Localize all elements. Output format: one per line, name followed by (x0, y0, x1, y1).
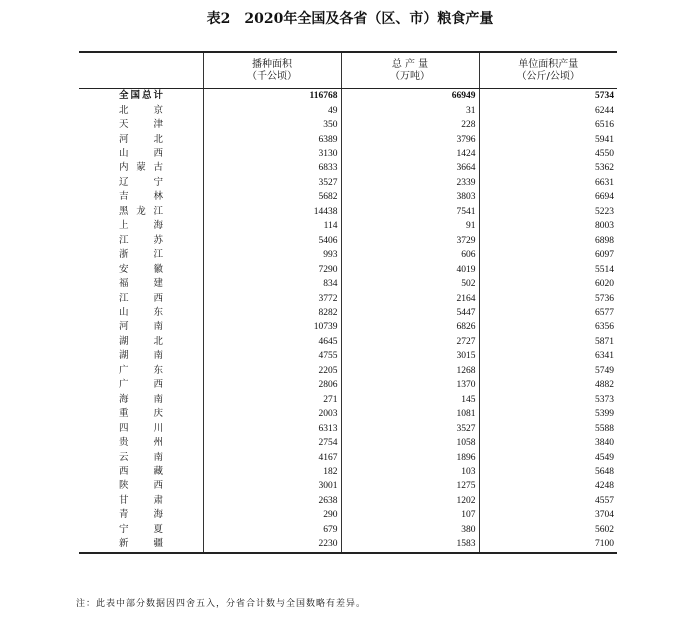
total-output-cell: 1058 (341, 436, 479, 450)
table-row (79, 335, 617, 349)
region-name: 新疆 (119, 538, 163, 550)
table-row (79, 393, 617, 407)
sown-area-cell: 4645 (203, 335, 341, 349)
region-name: 安徽 (119, 263, 163, 275)
total-output-cell: 3664 (341, 161, 479, 175)
table-row (79, 450, 617, 464)
total-output-cell: 3527 (341, 421, 479, 435)
table-footnote: 注：此表中部分数据因四舍五入，分省合计数与全国数略有差异。 (76, 599, 367, 609)
table-row-total (79, 89, 617, 104)
table-row (79, 291, 617, 305)
table-row (79, 176, 617, 190)
table-row (79, 234, 617, 248)
yield-cell: 5648 (479, 465, 617, 479)
table-row (79, 262, 617, 276)
sown-area-cell: 14438 (203, 205, 341, 219)
region-name: 贵州 (119, 437, 163, 449)
table-row (79, 161, 617, 175)
sown-area-cell: 8282 (203, 306, 341, 320)
total-output-cell: 3796 (341, 132, 479, 146)
yield-cell: 3704 (479, 508, 617, 522)
sown-area-cell: 6833 (203, 161, 341, 175)
sown-area-cell: 49 (203, 103, 341, 117)
total-output-cell: 145 (341, 393, 479, 407)
region-cell (79, 219, 203, 233)
yield-cell: 6577 (479, 306, 617, 320)
region-cell (79, 364, 203, 378)
yield-cell: 6097 (479, 248, 617, 262)
table-row (79, 277, 617, 291)
total-output-cell: 107 (341, 508, 479, 522)
total-output-cell: 1275 (341, 479, 479, 493)
region-name: 北京 (119, 104, 163, 116)
header-total-output: 总 产 量 （万吨） (341, 52, 479, 89)
total-output-cell: 6826 (341, 320, 479, 334)
region-name: 广西 (119, 379, 163, 391)
region-cell (79, 205, 203, 219)
yield-cell: 5514 (479, 262, 617, 276)
total-output-cell: 91 (341, 219, 479, 233)
header-yield-per-unit: 单位面积产量 （公斤/公顷） (479, 52, 617, 89)
region-cell (79, 494, 203, 508)
sown-area-cell: 679 (203, 523, 341, 537)
sown-area-cell: 3001 (203, 479, 341, 493)
table-row (79, 190, 617, 204)
yield-cell: 8003 (479, 219, 617, 233)
yield-cell: 6631 (479, 176, 617, 190)
total-output-cell: 103 (341, 465, 479, 479)
region-cell (79, 465, 203, 479)
yield-cell: 7100 (479, 537, 617, 552)
region-name: 天津 (119, 119, 163, 131)
yield-cell: 4549 (479, 450, 617, 464)
sown-area-cell: 4167 (203, 450, 341, 464)
sown-area-cell: 5682 (203, 190, 341, 204)
total-output-cell: 2164 (341, 291, 479, 305)
region-cell (79, 508, 203, 522)
yield-cell: 5871 (479, 335, 617, 349)
yield-cell: 6244 (479, 103, 617, 117)
total-output-cell: 1202 (341, 494, 479, 508)
yield-cell: 4248 (479, 479, 617, 493)
sown-area-cell: 834 (203, 277, 341, 291)
table-row (79, 465, 617, 479)
sown-area-cell: 350 (203, 118, 341, 132)
table-row (79, 205, 617, 219)
yield-cell: 6020 (479, 277, 617, 291)
table-title-text: 2020年全国及各省（区、市）粮食产量 (244, 11, 494, 27)
sown-area-cell: 3527 (203, 176, 341, 190)
table-row (79, 364, 617, 378)
region-name: 湖北 (119, 335, 163, 347)
sown-area-cell: 116768 (203, 89, 341, 104)
total-output-cell: 31 (341, 103, 479, 117)
yield-cell: 5373 (479, 393, 617, 407)
yield-cell: 5399 (479, 407, 617, 421)
region-cell (79, 262, 203, 276)
region-name: 陕西 (119, 480, 163, 492)
table-row (79, 306, 617, 320)
yield-cell: 6898 (479, 234, 617, 248)
table-row (79, 248, 617, 262)
region-name: 四川 (119, 422, 163, 434)
total-output-cell: 1583 (341, 537, 479, 552)
total-output-cell: 7541 (341, 205, 479, 219)
region-cell (79, 450, 203, 464)
total-output-cell: 3015 (341, 349, 479, 363)
total-output-cell: 1424 (341, 147, 479, 161)
region-cell (79, 176, 203, 190)
region-cell (79, 349, 203, 363)
table-row (79, 508, 617, 522)
sown-area-cell: 2754 (203, 436, 341, 450)
yield-cell: 5736 (479, 291, 617, 305)
sown-area-cell: 2230 (203, 537, 341, 552)
yield-cell: 4550 (479, 147, 617, 161)
region-name: 江西 (119, 292, 163, 304)
yield-cell: 4882 (479, 378, 617, 392)
grain-output-table (79, 51, 617, 554)
table-header (79, 52, 617, 89)
yield-cell: 5941 (479, 132, 617, 146)
table-row (79, 219, 617, 233)
yield-cell: 6516 (479, 118, 617, 132)
total-output-cell: 2339 (341, 176, 479, 190)
total-output-cell: 380 (341, 523, 479, 537)
region-cell (79, 537, 203, 552)
region-name: 青海 (119, 509, 163, 521)
region-cell (79, 234, 203, 248)
table-row (79, 436, 617, 450)
sown-area-cell: 290 (203, 508, 341, 522)
sown-area-cell: 2205 (203, 364, 341, 378)
region-cell (79, 248, 203, 262)
region-cell (79, 421, 203, 435)
region-cell (79, 335, 203, 349)
table-row (79, 349, 617, 363)
table-row (79, 494, 617, 508)
sown-area-cell: 4755 (203, 349, 341, 363)
table-row (79, 523, 617, 537)
yield-cell: 5749 (479, 364, 617, 378)
total-output-cell: 2727 (341, 335, 479, 349)
table-row (79, 479, 617, 493)
table-row (79, 320, 617, 334)
yield-cell: 6694 (479, 190, 617, 204)
total-output-cell: 4019 (341, 262, 479, 276)
yield-cell: 5734 (479, 89, 617, 104)
table-row (79, 421, 617, 435)
region-cell (79, 407, 203, 421)
yield-cell: 5223 (479, 205, 617, 219)
region-cell (79, 277, 203, 291)
sown-area-cell: 2638 (203, 494, 341, 508)
region-cell (79, 320, 203, 334)
total-output-cell: 228 (341, 118, 479, 132)
region-name: 海南 (119, 393, 163, 405)
yield-cell: 6356 (479, 320, 617, 334)
table-row (79, 103, 617, 117)
region-name: 浙江 (119, 249, 163, 261)
sown-area-cell: 3772 (203, 291, 341, 305)
yield-cell: 4557 (479, 494, 617, 508)
table-row (79, 118, 617, 132)
region-name: 山东 (119, 307, 163, 319)
header-sown-area: 播种面积 （千公顷） (203, 52, 341, 89)
sown-area-cell: 3130 (203, 147, 341, 161)
region-name: 云南 (119, 451, 163, 463)
yield-cell: 5602 (479, 523, 617, 537)
total-output-cell: 66949 (341, 89, 479, 104)
total-output-cell: 1268 (341, 364, 479, 378)
table-row (79, 537, 617, 552)
yield-cell: 3840 (479, 436, 617, 450)
region-name: 福建 (119, 278, 163, 290)
table-body (79, 89, 617, 553)
yield-cell: 6341 (479, 349, 617, 363)
region-cell (79, 118, 203, 132)
region-name: 江苏 (119, 234, 163, 246)
yield-cell: 5588 (479, 421, 617, 435)
total-output-cell: 606 (341, 248, 479, 262)
header-region (79, 52, 203, 89)
yield-cell: 5362 (479, 161, 617, 175)
table-number: 表2 (206, 11, 231, 27)
region-cell (79, 132, 203, 146)
sown-area-cell: 182 (203, 465, 341, 479)
region-cell (79, 479, 203, 493)
sown-area-cell: 2003 (203, 407, 341, 421)
region-name: 上海 (119, 220, 163, 232)
region-name: 山西 (119, 148, 163, 160)
region-cell (79, 147, 203, 161)
region-name: 宁夏 (119, 523, 163, 535)
region-cell (79, 523, 203, 537)
total-output-cell: 3803 (341, 190, 479, 204)
table-row (79, 132, 617, 146)
region-name: 西藏 (119, 466, 163, 477)
region-name: 河北 (119, 133, 163, 145)
region-cell (79, 190, 203, 204)
region-cell (79, 161, 203, 175)
region-name: 河南 (119, 321, 163, 333)
region-name: 广东 (119, 364, 163, 376)
table-row (79, 378, 617, 392)
region-name: 黑龙江 (119, 205, 163, 217)
region-name: 甘肃 (119, 494, 163, 506)
region-cell (79, 436, 203, 450)
total-output-cell: 1370 (341, 378, 479, 392)
sown-area-cell: 993 (203, 248, 341, 262)
region-name: 重庆 (119, 408, 163, 420)
region-name: 辽宁 (119, 176, 163, 188)
sown-area-cell: 6389 (203, 132, 341, 146)
sown-area-cell: 271 (203, 393, 341, 407)
total-output-cell: 1081 (341, 407, 479, 421)
region-cell (79, 378, 203, 392)
sown-area-cell: 2806 (203, 378, 341, 392)
region-cell (79, 306, 203, 320)
table-title (0, 8, 700, 28)
total-output-cell: 5447 (341, 306, 479, 320)
region-cell (79, 393, 203, 407)
region-name: 吉林 (119, 191, 163, 203)
total-output-cell: 1896 (341, 450, 479, 464)
total-output-cell: 3729 (341, 234, 479, 248)
region-cell (79, 103, 203, 117)
sown-area-cell: 5406 (203, 234, 341, 248)
region-name: 全国总计 (119, 90, 163, 102)
sown-area-cell: 7290 (203, 262, 341, 276)
region-name: 湖南 (119, 350, 163, 362)
sown-area-cell: 114 (203, 219, 341, 233)
table-row (79, 407, 617, 421)
sown-area-cell: 10739 (203, 320, 341, 334)
sown-area-cell: 6313 (203, 421, 341, 435)
region-name: 内蒙古 (119, 162, 163, 174)
region-cell (79, 291, 203, 305)
total-output-cell: 502 (341, 277, 479, 291)
table-row (79, 147, 617, 161)
region-cell (79, 89, 203, 104)
